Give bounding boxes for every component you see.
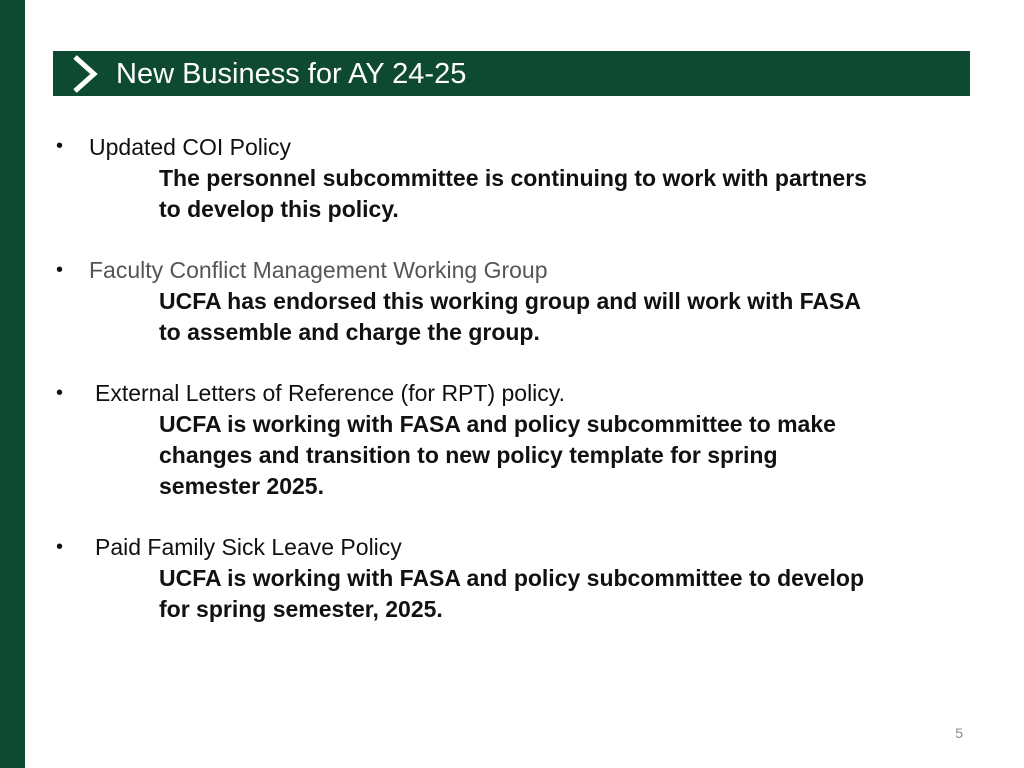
detail-line: UCFA has endorsed this working group and will work with FASA xyxy=(159,288,861,314)
detail-line: for spring semester, 2025. xyxy=(159,596,443,622)
left-accent-bar xyxy=(0,0,25,768)
bullet-marker: • xyxy=(56,382,64,404)
item-detail-faculty-conflict-management xyxy=(159,286,959,348)
bullet-marker: • xyxy=(56,135,64,157)
detail-line: UCFA is working with FASA and policy subcommittee to make xyxy=(159,411,836,437)
chevron-right-icon xyxy=(67,55,103,93)
bullet-marker: • xyxy=(56,536,64,558)
slide-title: New Business for AY 24-25 xyxy=(116,58,467,90)
item-detail-external-letters-of-reference xyxy=(159,409,959,502)
detail-line: semester 2025. xyxy=(159,473,324,499)
item-heading-paid-family-sick-leave: Paid Family Sick Leave Policy xyxy=(95,534,402,560)
page-number: 5 xyxy=(955,725,963,741)
item-detail-paid-family-sick-leave xyxy=(159,563,959,625)
bullet-marker: • xyxy=(56,259,64,281)
detail-line: The personnel subcommittee is continuing to work with partners xyxy=(159,165,867,191)
item-heading-updated-coi-policy: Updated COI Policy xyxy=(89,134,291,160)
title-banner xyxy=(53,51,970,96)
detail-line: to develop this policy. xyxy=(159,196,399,222)
detail-line: to assemble and charge the group. xyxy=(159,319,540,345)
item-heading-external-letters-of-reference: External Letters of Reference (for RPT) policy. xyxy=(95,380,565,406)
detail-line: UCFA is working with FASA and policy subcommittee to develop xyxy=(159,565,864,591)
item-heading-faculty-conflict-management: Faculty Conflict Management Working Group xyxy=(89,257,548,283)
detail-line: changes and transition to new policy template for spring xyxy=(159,442,778,468)
item-detail-updated-coi-policy xyxy=(159,163,959,225)
